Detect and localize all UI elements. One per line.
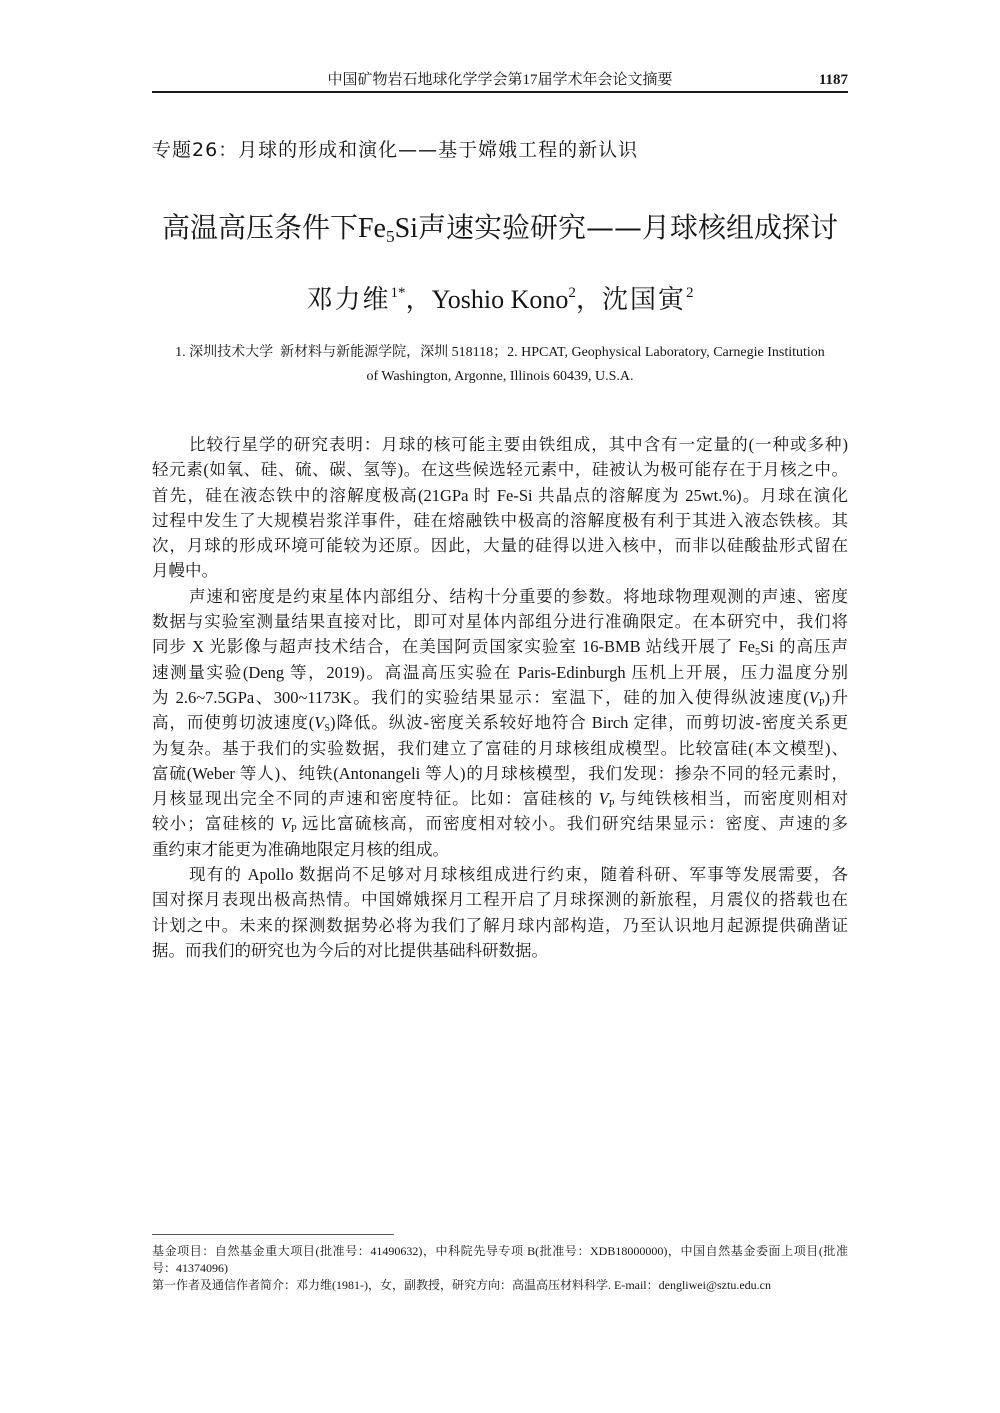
text-segment: 同步 X 光影像与超声技术结合，在美国阿贡国家实验室 16-BMB 站线开展了 Fe bbox=[152, 637, 755, 657]
variable-symbol: V bbox=[314, 713, 325, 733]
text-segment: 与纯铁核相当，而密度则相对 bbox=[614, 789, 849, 809]
affiliations bbox=[120, 341, 880, 389]
formula-subscript: 5 bbox=[385, 226, 395, 246]
body-line bbox=[152, 634, 848, 659]
funding-note-line: 基金项目：自然基金重大项目(批准号：41490632)，中科院先导专项 B(批准号：XDB18000000)，中国自然基金委面上项目(批准 bbox=[152, 1244, 848, 1258]
author-name: Yoshio Kono bbox=[431, 285, 569, 314]
body-line: 首先，硅在液态铁中的溶解度极高(21GPa 时 Fe-Si 共晶点的溶解度为 25wt.%)。月球在演化 bbox=[152, 485, 848, 505]
body-line: 据。而我们的研究也为今后的对比提供基础科研数据。 bbox=[152, 940, 548, 960]
funding-note-line: 号：41374096) bbox=[152, 1261, 228, 1275]
text-segment: 高，而使剪切波速度( bbox=[152, 713, 315, 733]
author-bio-note: 第一作者及通信作者简介：邓力维(1981-)，女，副教授，研究方向：高温高压材料科学. E-mail：dengliwei@sztu.edu.cn bbox=[152, 1278, 771, 1292]
body-line: 重约束才能更为准确地限定月核的组成。 bbox=[152, 839, 449, 859]
variable-symbol: V bbox=[598, 789, 609, 809]
affiliation-mark: 1* bbox=[390, 285, 406, 302]
body-line: 月幔中。 bbox=[152, 561, 218, 581]
author-list bbox=[100, 283, 900, 317]
author-name: 邓力维 bbox=[306, 285, 391, 314]
paper-title bbox=[100, 208, 900, 249]
formula-element-si: Si bbox=[394, 213, 419, 244]
affiliation-line: 1. 深圳技术大学 新材料与新能源学院，深圳 518118；2. HPCAT, Geophysical Laboratory, Carnegie Institution bbox=[175, 345, 825, 360]
formula-element-fe: Fe bbox=[357, 213, 386, 244]
body-line: 比较行星学的研究表明：月球的核可能主要由铁组成，其中含有一定量的(一种或多种) bbox=[189, 435, 848, 454]
author-name: 沈国寅 bbox=[601, 285, 686, 314]
body-line: 现有的 Apollo 数据尚不足够对月球核组成进行约束，随着科研、军事等发展需要，各 bbox=[189, 865, 848, 885]
text-segment: )降低。纵波-密度关系较好地符合 Birch 定律，而剪切波-密度关系更 bbox=[330, 713, 848, 733]
footnotes bbox=[152, 1243, 848, 1294]
affiliation-mark: 2 bbox=[685, 285, 694, 302]
body-line: 为复杂。基于我们的实验数据，我们建立了富硅的月球核组成模型。比较富硅(本文模型)、 bbox=[152, 738, 848, 758]
affiliation-line: of Washington, Argonne, Illinois 60439, U.S.A. bbox=[366, 369, 634, 384]
body-line bbox=[152, 685, 848, 710]
body-line: 次，月球的形成环境可能较为还原。因此，大量的硅得以进入核中，而非以硅酸盐形式留在 bbox=[152, 536, 848, 556]
text-segment: 较小；富硅核的 bbox=[152, 814, 281, 834]
text-segment: )升 bbox=[824, 687, 848, 707]
variable-subscript: P bbox=[608, 799, 615, 811]
session-topic: 专题26：月球的形成和演化——基于嫦娥工程的新认识 bbox=[152, 139, 639, 161]
journal-title: 中国矿物岩石地球化学学会第17届学术年会论文摘要 bbox=[327, 72, 673, 88]
footnote-rule bbox=[152, 1234, 394, 1235]
body-line: 过程中发生了大规模岩浆洋事件，硅在熔融铁中极高的溶解度极有利于其进入液态铁核。其 bbox=[152, 510, 848, 530]
title-formula bbox=[358, 213, 418, 244]
body-line: 数据与实验室测量结果直接对比，即可对星体内部组分进行准确限定。在本研究中，我们将 bbox=[152, 612, 848, 632]
variable-subscript: S bbox=[324, 723, 331, 735]
author-separator: ， bbox=[405, 285, 432, 314]
body-line: 速测量实验(Deng 等，2019)。高温高压实验在 Paris-Edinburgh 压机上开展，压力温度分别 bbox=[152, 662, 848, 682]
variable-symbol: V bbox=[280, 814, 291, 834]
running-header bbox=[152, 69, 848, 93]
body-line bbox=[152, 811, 848, 836]
page-number: 1187 bbox=[818, 72, 848, 88]
text-segment: 月核显现出完全不同的声速和密度特征。比如：富硅核的 bbox=[152, 789, 599, 809]
affiliation-mark: 2 bbox=[568, 285, 576, 302]
abstract-body bbox=[152, 432, 848, 963]
variable-subscript: P bbox=[818, 697, 825, 709]
body-paragraph-1 bbox=[152, 432, 848, 584]
variable-symbol: V bbox=[808, 687, 819, 707]
text-segment: 远比富硫核高，而密度相对较小。我们研究结果显示：密度、声速的多 bbox=[296, 814, 849, 834]
body-line: 富硫(Weber 等人)、纯铁(Antonangeli 等人)的月球核模型，我们发现：掺杂不同的轻元素时， bbox=[152, 763, 848, 783]
body-line: 国对探月表现出极高热情。中国嫦娥探月工程开启了月球探测的新旅程，月震仪的搭载也在 bbox=[152, 890, 848, 910]
text-segment: Si 的高压声 bbox=[760, 637, 848, 657]
text-segment: 为 2.6~7.5GPa、300~1173K。我们的实验结果显示：室温下，硅的加入使得纵波速度( bbox=[152, 687, 809, 707]
body-line: 轻元素(如氧、硅、硫、碳、氢等)。在这些候选轻元素中，硅被认为极可能存在于月核之中。 bbox=[152, 460, 848, 480]
title-tail: 声速实验研究——月球核组成探讨 bbox=[418, 211, 839, 244]
variable-subscript: P bbox=[290, 824, 297, 836]
title-lead: 高温高压条件下 bbox=[161, 211, 358, 244]
body-paragraph-2 bbox=[152, 584, 848, 862]
body-paragraph-3 bbox=[152, 862, 848, 963]
body-line: 声速和密度是约束星体内部组分、结构十分重要的参数。将地球物理观测的声速、密度 bbox=[189, 586, 848, 606]
body-line: 计划之中。未来的探测数据势必将为我们了解月球内部构造，乃至认识地月起源提供确凿证 bbox=[152, 915, 848, 935]
body-line bbox=[152, 710, 848, 735]
body-line bbox=[152, 786, 848, 811]
formula-subscript: 5 bbox=[754, 647, 761, 659]
author-separator: ， bbox=[575, 285, 602, 314]
